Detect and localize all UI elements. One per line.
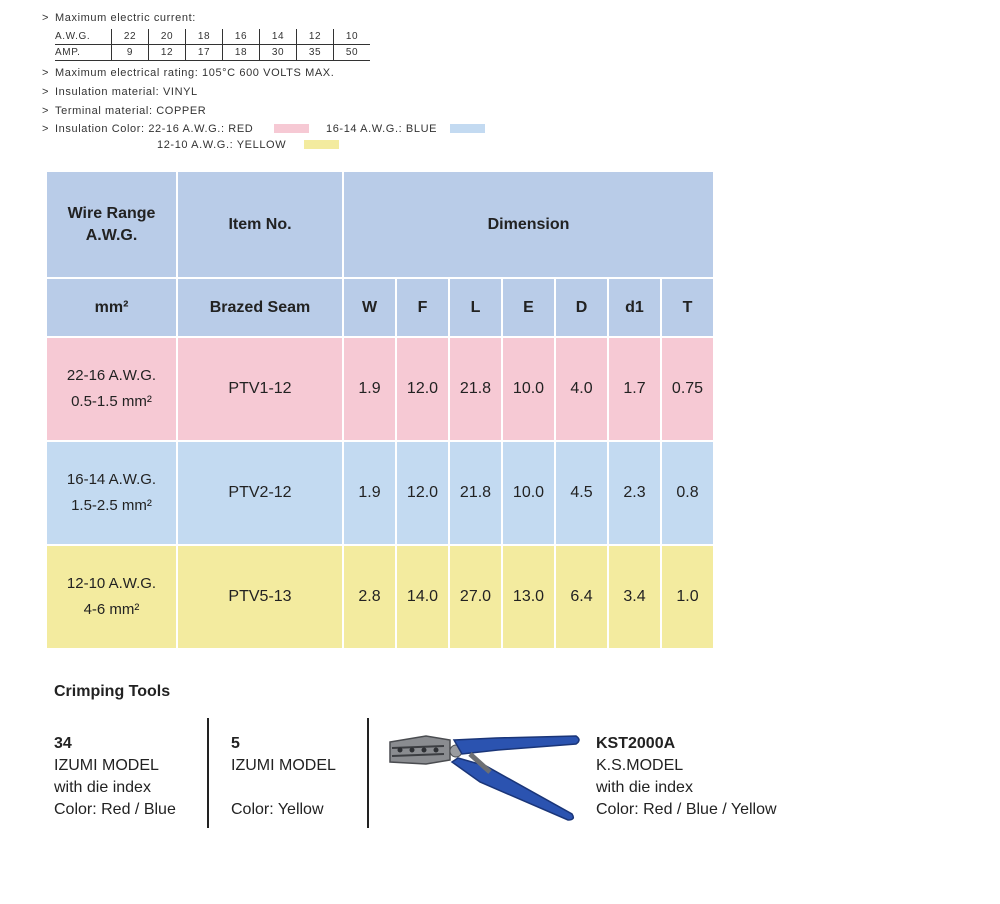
dim-cell: 3.4 bbox=[609, 546, 660, 648]
bullet-arrow-icon: > bbox=[42, 67, 50, 79]
tool-desc bbox=[231, 777, 336, 799]
item-no-cell: PTV2-12 bbox=[178, 442, 342, 544]
bullet-arrow-icon: > bbox=[42, 12, 50, 24]
awg-cell: 18 bbox=[186, 29, 223, 45]
amp-cell: 30 bbox=[260, 45, 297, 61]
wire-awg: 16-14 A.W.G. bbox=[66, 471, 157, 488]
crimping-tools-title: Crimping Tools bbox=[54, 683, 171, 700]
header-dim-l: L bbox=[450, 279, 501, 336]
tool-number: 34 bbox=[54, 735, 72, 752]
awg-label: A.W.G. bbox=[55, 29, 112, 45]
dim-cell: 21.8 bbox=[450, 338, 501, 440]
dim-cell: 10.0 bbox=[503, 338, 554, 440]
tool-item bbox=[54, 733, 176, 821]
wire-awg: 22-16 A.W.G. bbox=[66, 367, 157, 384]
table-row bbox=[47, 338, 713, 440]
header-item-no: Item No. bbox=[178, 172, 342, 277]
dim-cell: 0.8 bbox=[662, 442, 713, 544]
amp-cell: 50 bbox=[334, 45, 371, 61]
tool-model: IZUMI MODEL bbox=[231, 757, 336, 774]
tool-item bbox=[596, 733, 777, 821]
spec-rating bbox=[42, 64, 370, 83]
spec-list bbox=[42, 9, 438, 153]
header-wire-range: Wire Range A.W.G. bbox=[47, 172, 176, 277]
header-dim-d: D bbox=[556, 279, 607, 336]
crimping-plier-icon bbox=[386, 724, 582, 826]
table-row bbox=[47, 546, 713, 648]
wire-awg: 12-10 A.W.G. bbox=[66, 575, 157, 592]
wire-mm: 4-6 mm² bbox=[83, 601, 140, 618]
awg-cell: 22 bbox=[112, 29, 149, 45]
header-mm2: mm² bbox=[47, 279, 176, 336]
dim-cell: 4.0 bbox=[556, 338, 607, 440]
spec-terminal bbox=[42, 102, 370, 121]
awg-cell: 20 bbox=[149, 29, 186, 45]
amp-cell: 18 bbox=[223, 45, 260, 61]
dim-cell: 2.8 bbox=[344, 546, 395, 648]
spec-current-label: Maximum electric current: bbox=[55, 12, 196, 24]
header-dim-w: W bbox=[344, 279, 395, 336]
spec-insulation bbox=[42, 83, 370, 102]
dim-cell: 6.4 bbox=[556, 546, 607, 648]
dim-cell: 12.0 bbox=[397, 338, 448, 440]
header-dim-d1: d1 bbox=[609, 279, 660, 336]
header-dim-e: E bbox=[503, 279, 554, 336]
dim-cell: 1.0 bbox=[662, 546, 713, 648]
spec-color bbox=[42, 121, 438, 137]
current-table bbox=[55, 29, 370, 61]
dim-cell: 0.75 bbox=[662, 338, 713, 440]
dim-cell: 13.0 bbox=[503, 546, 554, 648]
dim-cell: 2.3 bbox=[609, 442, 660, 544]
header-dim-f: F bbox=[397, 279, 448, 336]
dim-cell: 4.5 bbox=[556, 442, 607, 544]
tool-color: Color: Red / Blue / Yellow bbox=[596, 801, 777, 818]
current-table-amp-row bbox=[55, 45, 370, 61]
awg-cell: 10 bbox=[334, 29, 371, 45]
item-no-cell: PTV1-12 bbox=[178, 338, 342, 440]
spec-terminal-text: Terminal material: COPPER bbox=[55, 105, 207, 117]
awg-cell: 14 bbox=[260, 29, 297, 45]
dim-cell: 1.9 bbox=[344, 338, 395, 440]
amp-cell: 9 bbox=[112, 45, 149, 61]
tool-desc: with die index bbox=[596, 779, 693, 796]
tool-number: 5 bbox=[231, 735, 240, 752]
current-table-awg-row bbox=[55, 29, 370, 45]
amp-cell: 17 bbox=[186, 45, 223, 61]
tool-model: IZUMI MODEL bbox=[54, 757, 159, 774]
spec-current bbox=[42, 9, 370, 28]
tool-color: Color: Yellow bbox=[231, 801, 324, 818]
tool-item bbox=[231, 733, 336, 821]
spec-color-blue-text: 16-14 A.W.G.: BLUE bbox=[326, 123, 438, 135]
amp-cell: 12 bbox=[149, 45, 186, 61]
tool-desc: with die index bbox=[54, 779, 151, 796]
bullet-arrow-icon: > bbox=[42, 123, 50, 135]
tool-divider bbox=[207, 718, 209, 828]
header-dimension: Dimension bbox=[344, 172, 713, 277]
bullet-arrow-icon: > bbox=[42, 105, 50, 117]
header-brazed-seam: Brazed Seam bbox=[178, 279, 342, 336]
blue-swatch bbox=[450, 124, 485, 133]
red-swatch bbox=[274, 124, 309, 133]
awg-cell: 12 bbox=[297, 29, 334, 45]
dim-cell: 1.9 bbox=[344, 442, 395, 544]
tool-number: KST2000A bbox=[596, 735, 676, 752]
dim-cell: 1.7 bbox=[609, 338, 660, 440]
header-dim-t: T bbox=[662, 279, 713, 336]
item-no-cell: PTV5-13 bbox=[178, 546, 342, 648]
amp-cell: 35 bbox=[297, 45, 334, 61]
spec-insulation-text: Insulation material: VINYL bbox=[55, 86, 198, 98]
tool-model: K.S.MODEL bbox=[596, 757, 684, 774]
wire-mm: 0.5-1.5 mm² bbox=[71, 393, 152, 410]
wire-range-cell bbox=[47, 442, 176, 544]
dim-cell: 27.0 bbox=[450, 546, 501, 648]
wire-range-cell bbox=[47, 546, 176, 648]
tool-color: Color: Red / Blue bbox=[54, 801, 176, 818]
header-row-2 bbox=[47, 279, 713, 336]
dim-cell: 12.0 bbox=[397, 442, 448, 544]
awg-cell: 16 bbox=[223, 29, 260, 45]
wire-range-cell bbox=[47, 338, 176, 440]
wire-mm: 1.5-2.5 mm² bbox=[71, 497, 152, 514]
bullet-arrow-icon: > bbox=[42, 86, 50, 98]
spec-rating-text: Maximum electrical rating: 105°C 600 VOLTS MAX. bbox=[55, 67, 335, 79]
header-row-1 bbox=[47, 172, 713, 277]
spec-color-red-text: Insulation Color: 22-16 A.W.G.: RED bbox=[55, 123, 254, 135]
spec-color-yellow bbox=[42, 137, 370, 153]
terminal-spec-table bbox=[45, 170, 715, 650]
table-row bbox=[47, 442, 713, 544]
tool-divider bbox=[367, 718, 369, 828]
spec-color-yellow-text: 12-10 A.W.G.: YELLOW bbox=[157, 139, 287, 151]
dim-cell: 14.0 bbox=[397, 546, 448, 648]
dim-cell: 21.8 bbox=[450, 442, 501, 544]
dim-cell: 10.0 bbox=[503, 442, 554, 544]
amp-label: AMP. bbox=[55, 45, 112, 61]
yellow-swatch bbox=[304, 140, 339, 149]
